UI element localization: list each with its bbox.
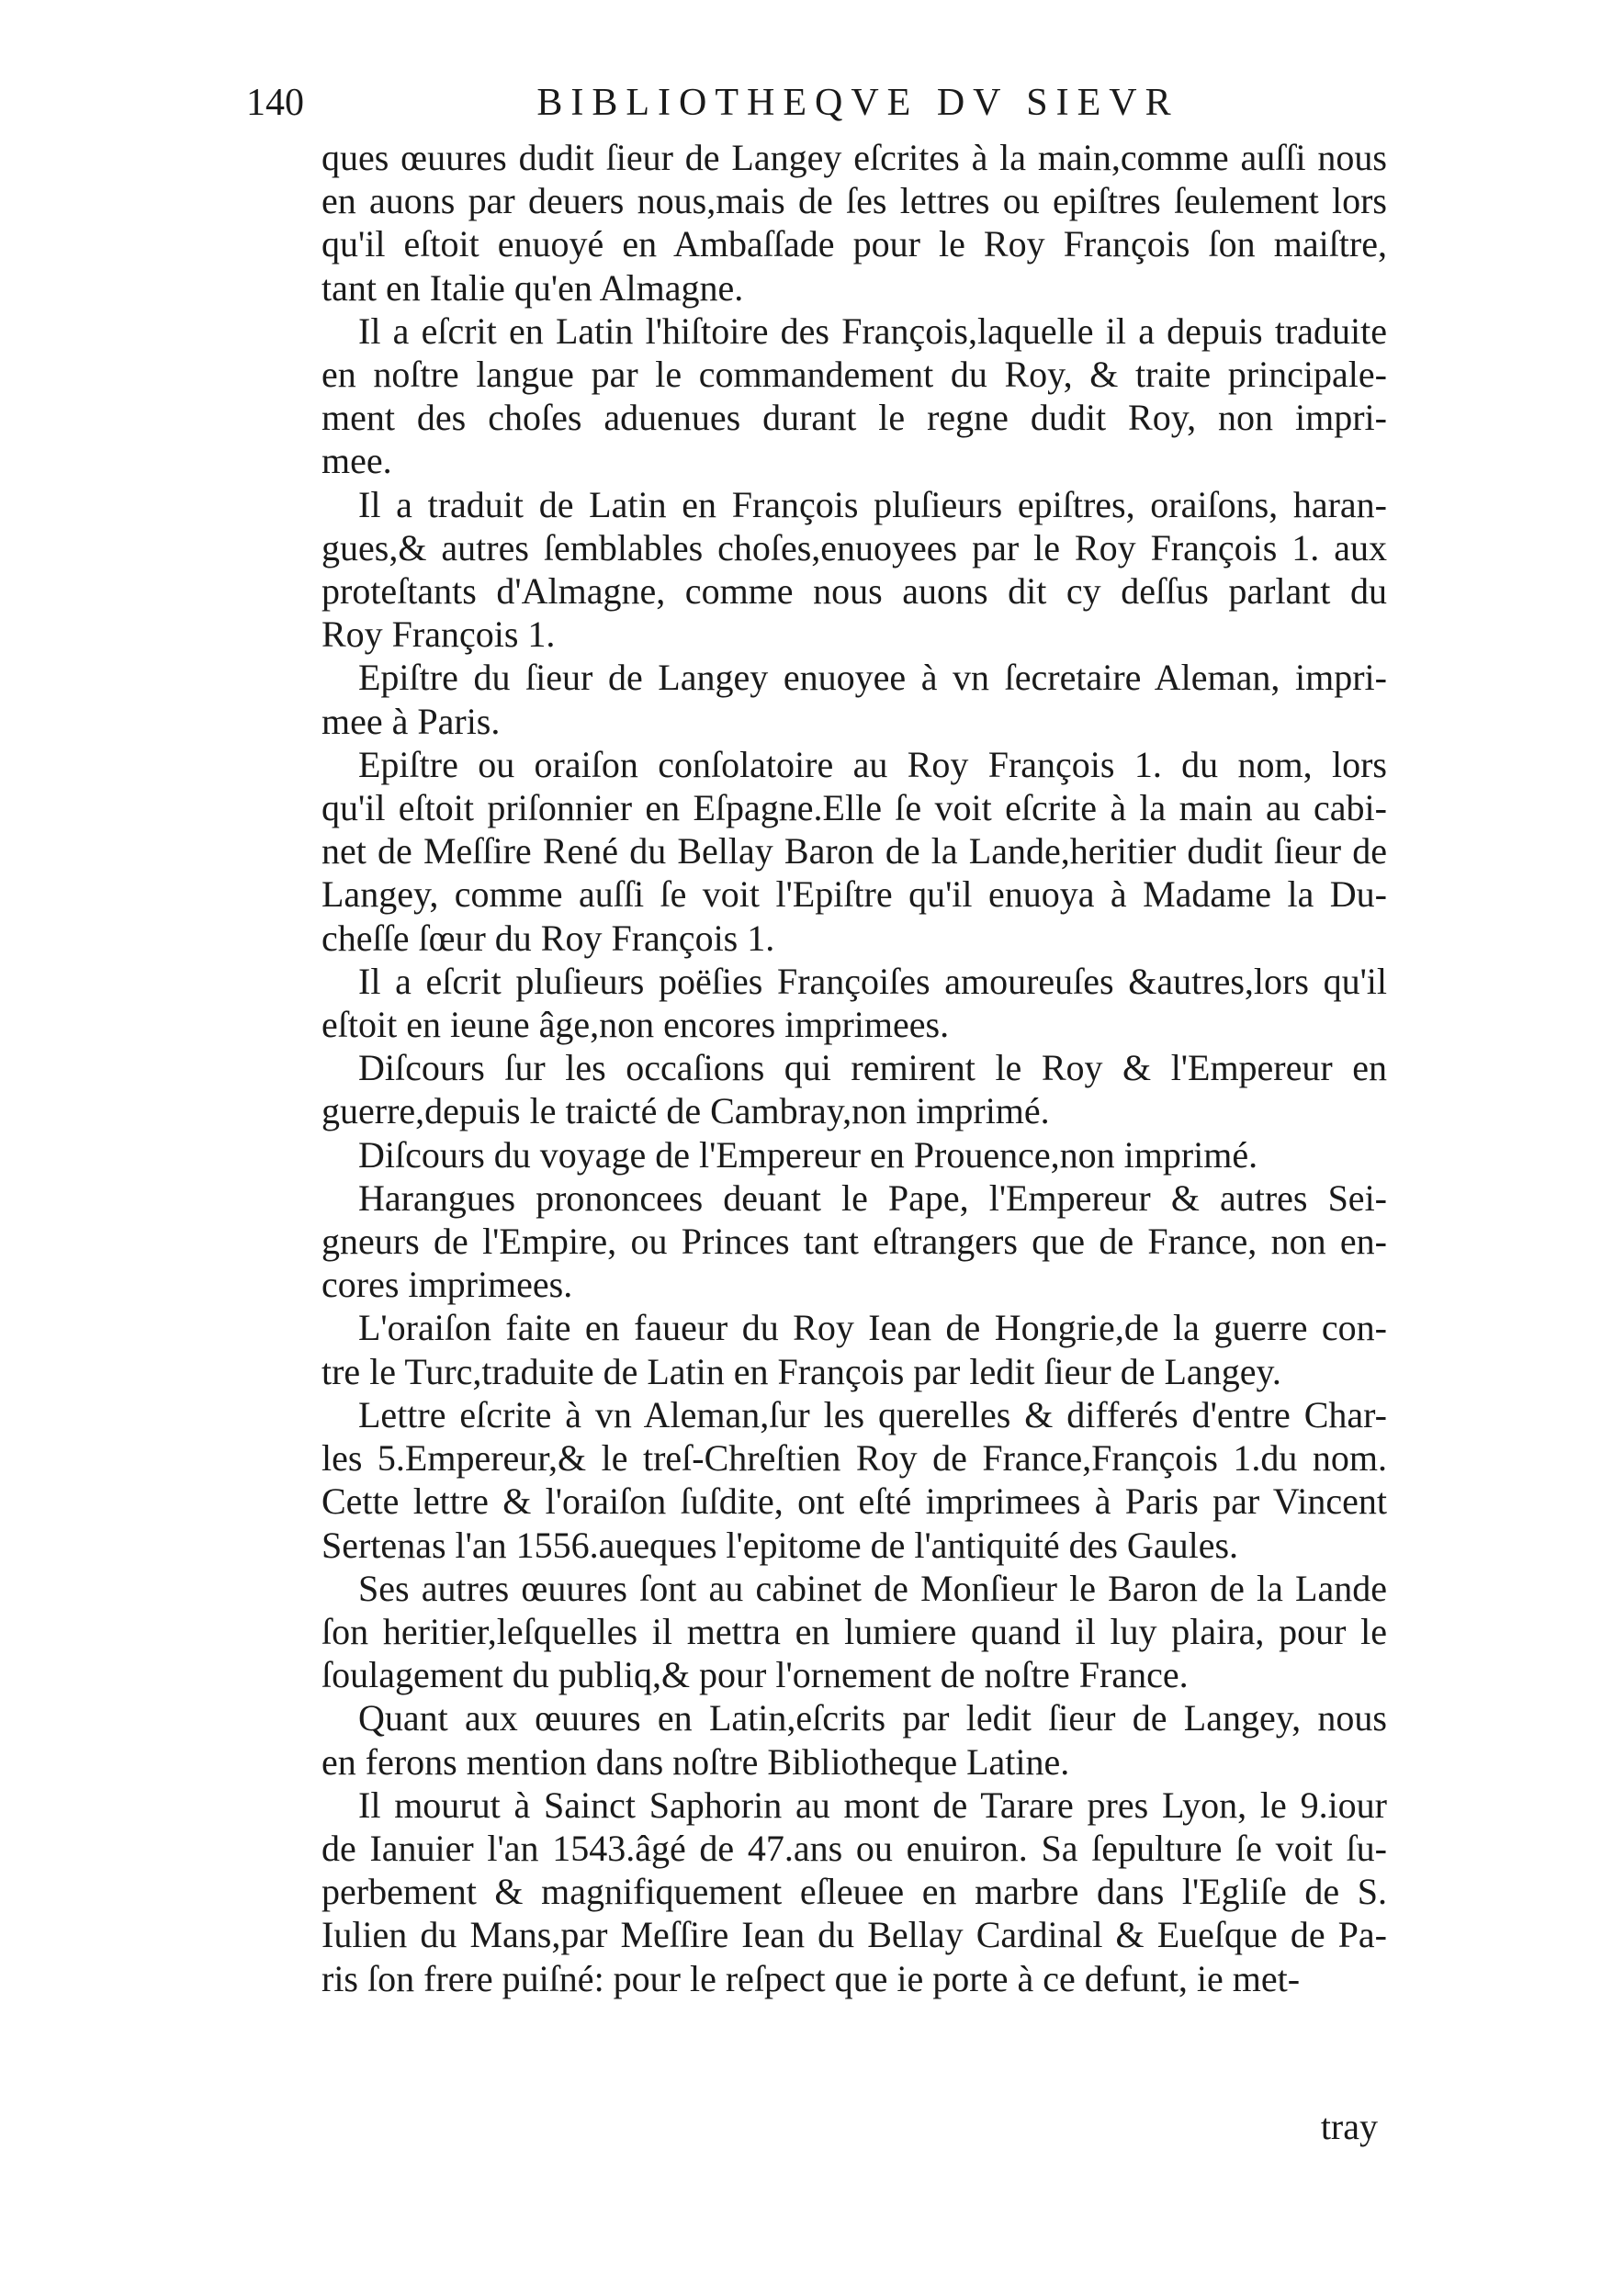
page-number: 140 [246, 82, 304, 124]
text-line: Harangues prononcees deuant le Pape, l'Empereur & autres Sei- [358, 1176, 1387, 1219]
text-line: guerre,depuis le traicté de Cambray,non imprimé. [321, 1090, 1050, 1132]
text-line: en ferons mention dans noſtre Bibliotheque Latine. [321, 1740, 1070, 1783]
text-line: gneurs de l'Empire, ou Princes tant eſtrangers que de France, non en- [321, 1221, 1387, 1263]
text-line: Epiſtre ou oraiſon conſolatoire au Roy François 1. du nom, lors [358, 743, 1387, 785]
text-line: L'oraiſon faite en faueur du Roy Iean de Hongrie,de la guerre con- [358, 1307, 1387, 1349]
text-line: Roy François 1. [321, 613, 556, 656]
text-line: ſon heritier,leſquelles il mettra en lumiere quand il luy plaira, pour le [321, 1610, 1387, 1652]
text-line: proteſtants d'Almagne, comme nous auons dit cy deſſus parlant du [321, 570, 1387, 613]
paragraph [321, 310, 1387, 483]
text-line: Il mourut à Sainct Saphorin au mont de Tarare pres Lyon, le 9.iour [358, 1784, 1387, 1826]
paragraph [321, 483, 1387, 657]
text-line: en noſtre langue par le commandement du Roy, & traite principale- [321, 354, 1387, 396]
text-line: Il a eſcrit en Latin l'hiſtoire des François,laquelle il a depuis traduite [358, 310, 1387, 352]
text-line: ris ſon frere puiſné: pour le reſpect que ie porte à ce defunt, ie met- [321, 1957, 1301, 1999]
text-line: ment des choſes aduenues durant le regne dudit Roy, non impri- [321, 397, 1387, 439]
text-line: mee. [321, 440, 392, 482]
body-text [321, 136, 1387, 2000]
text-line: perbement & magnifiquement eſleuee en marbre dans l'Egliſe de S. [321, 1871, 1387, 1913]
text-line: Ses autres œuures ſont au cabinet de Monſieur le Baron de la Lande [358, 1567, 1387, 1609]
text-line: Epiſtre du ſieur de Langey enuoyee à vn ſecretaire Aleman, impri- [358, 657, 1387, 699]
text-line: Iulien du Mans,par Meſſire Iean du Bellay Cardinal & Eueſque de Pa- [321, 1914, 1387, 1956]
paragraph [321, 1567, 1387, 1697]
paragraph [321, 1176, 1387, 1307]
text-line: cheſſe ſœur du Roy François 1. [321, 917, 775, 959]
text-line: en auons par deuers nous,mais de ſes lettres ou epiſtres ſeulement lors [321, 180, 1387, 222]
running-head: BIBLIOTHEQVE DV SIEVR [536, 82, 1179, 124]
paragraph [321, 960, 1387, 1046]
paragraph [321, 1306, 1387, 1392]
text-line: Diſcours du voyage de l'Empereur en Prouence,non imprimé. [358, 1133, 1258, 1176]
paragraph [321, 1046, 1387, 1132]
text-line: ſoulagement du publiq,& pour l'ornement de noſtre France. [321, 1654, 1189, 1696]
text-line: Langey, comme auſſi ſe voit l'Epiſtre qu'il enuoya à Madame la Du- [321, 873, 1387, 916]
text-line: tant en Italie qu'en Almagne. [321, 266, 744, 309]
text-line: ques œuures dudit ſieur de Langey eſcrites à la main,comme auſſi nous [321, 137, 1387, 178]
paragraph [321, 1696, 1387, 1783]
paragraph [321, 1393, 1387, 1567]
text-line: tre le Turc,traduite de Latin en François par ledit ſieur de Langey. [321, 1350, 1281, 1392]
text-line: Sertenas l'an 1556.aueques l'epitome de l'antiquité des Gaules. [321, 1524, 1239, 1566]
text-line: Il a traduit de Latin en François pluſieurs epiſtres, oraiſons, haran- [358, 483, 1387, 525]
paragraph [321, 656, 1387, 742]
text-line: Cette lettre & l'oraiſon ſuſdite, ont eſté imprimees à Paris par Vincent [321, 1480, 1387, 1523]
paragraph [321, 136, 1387, 310]
text-line: eſtoit en ieune âge,non encores imprimees. [321, 1004, 950, 1046]
text-line: Quant aux œuures en Latin,eſcrits par ledit ſieur de Langey, nous [358, 1697, 1387, 1739]
paragraph [321, 1784, 1387, 2000]
text-line: qu'il eſtoit priſonnier en Eſpagne.Elle ſe voit eſcrite à la main au cabi- [321, 787, 1387, 829]
page-header [246, 75, 1385, 130]
text-line: de Ianuier l'an 1543.âgé de 47.ans ou enuiron. Sa ſepulture ſe voit ſu- [321, 1827, 1387, 1869]
text-line: Diſcours ſur les occaſions qui remirent le Roy & l'Empereur en [358, 1047, 1387, 1089]
catchword: tray [1320, 2106, 1378, 2147]
text-line: qu'il eſtoit enuoyé en Ambaſſade pour le Roy François ſon maiſtre, [321, 223, 1387, 265]
text-line: Il a eſcrit pluſieurs poëſies Françoiſes amoureuſes &autres,lors qu'il [358, 960, 1387, 1002]
text-line: cores imprimees. [321, 1264, 573, 1306]
paragraph [321, 1133, 1387, 1176]
text-line: les 5.Empereur,& le treſ-Chreſtien Roy de France,François 1.du nom. [321, 1437, 1387, 1480]
text-line: Lettre eſcrite à vn Aleman,ſur les querelles & differés d'entre Char- [358, 1393, 1387, 1435]
text-line: mee à Paris. [321, 700, 501, 742]
text-line: gues,& autres ſemblables choſes,enuoyees par le Roy François 1. aux [321, 526, 1387, 568]
paragraph [321, 743, 1387, 960]
text-line: net de Meſſire René du Bellay Baron de la Lande,heritier dudit ſieur de [321, 830, 1387, 872]
